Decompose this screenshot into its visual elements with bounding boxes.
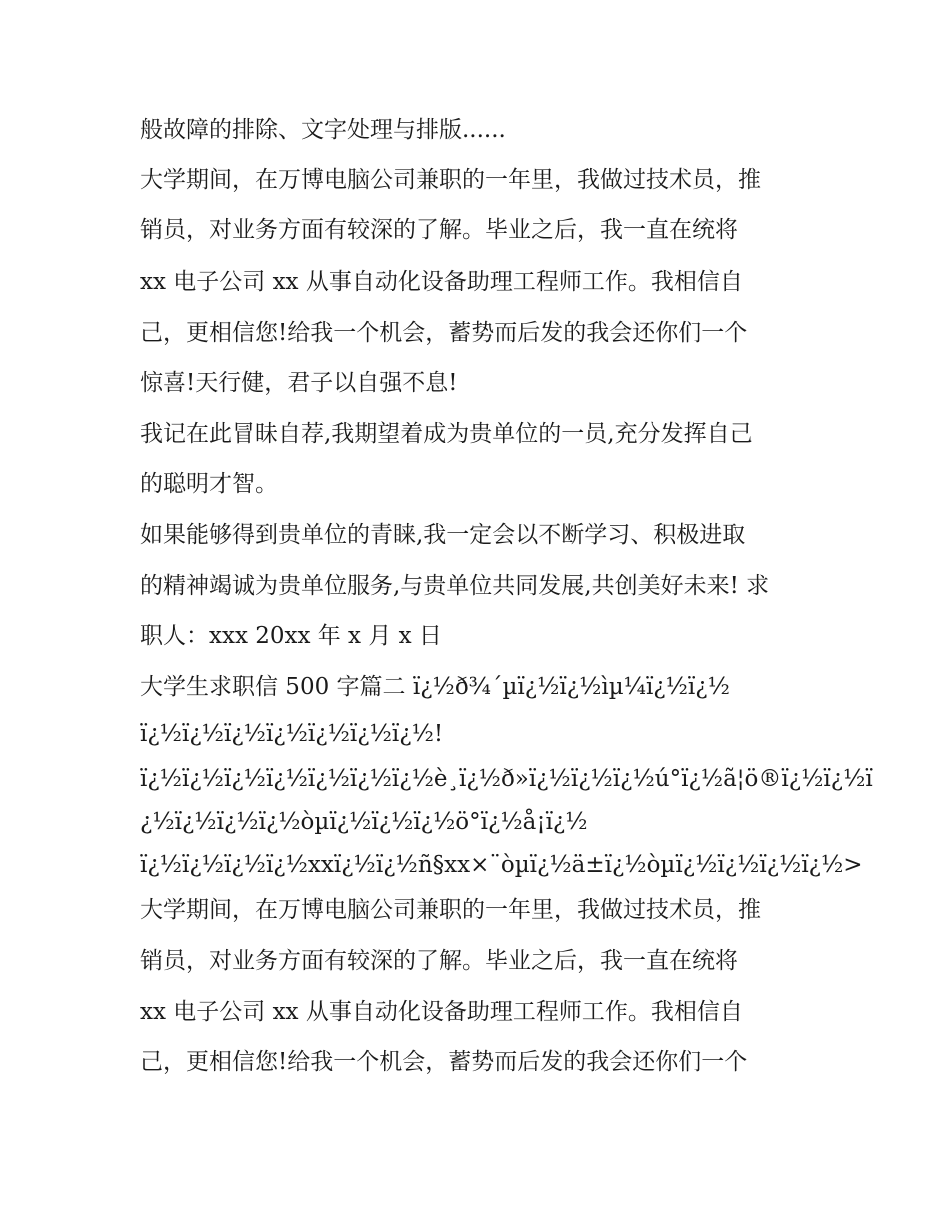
text-line: 的聪明才智。 bbox=[140, 471, 278, 497]
text-line: xx 电子公司 xx 从事自动化设备助理工程师工作。我相信自 bbox=[140, 999, 743, 1025]
text-line: 大学生求职信 500 字篇二 ï¿½ð¾´µï¿½ï¿½ìµ¼ï¿½ï¿½ bbox=[140, 674, 730, 700]
text-line: 般故障的排除、文字处理与排版...... bbox=[140, 117, 506, 143]
text-line: 大学期间，在万博电脑公司兼职的一年里，我做过技术员，推 bbox=[140, 897, 761, 923]
text-line: ï¿½ï¿½ï¿½ï¿½ï¿½ï¿½ï¿½! bbox=[140, 721, 444, 747]
text-line: 如果能够得到贵单位的青睐,我一定会以不断学习、积极进取 bbox=[140, 522, 746, 548]
text-line: ¿½ï¿½ï¿½ï¿½òµï¿½ï¿½ï¿½ö°ï¿½å¡ï¿½ bbox=[140, 809, 588, 835]
text-line: 己，更相信您!给我一个机会，蓄势而后发的我会还你们一个 bbox=[140, 1049, 748, 1075]
text-line: 大学期间，在万博电脑公司兼职的一年里，我做过技术员，推 bbox=[140, 167, 761, 193]
text-line: 职人：xxx 20xx 年 x 月 x 日 bbox=[140, 623, 442, 649]
text-line: 我记在此冒昧自荐,我期望着成为贵单位的一员,充分发挥自己 bbox=[140, 421, 753, 447]
text-line: 销员，对业务方面有较深的了解。毕业之后，我一直在统将 bbox=[140, 217, 738, 243]
text-line: 己，更相信您!给我一个机会，蓄势而后发的我会还你们一个 bbox=[140, 320, 748, 346]
text-line: ï¿½ï¿½ï¿½ï¿½ï¿½ï¿½ï¿½è¸ï¿½ð»ï¿½ï¿½ï¿½ú°ï¿½ã¦ö®ï¿½ï¿½ï bbox=[140, 766, 873, 792]
text-line: 销员，对业务方面有较深的了解。毕业之后，我一直在统将 bbox=[140, 948, 738, 974]
text-line: xx 电子公司 xx 从事自动化设备助理工程师工作。我相信自 bbox=[140, 269, 743, 295]
text-line: 惊喜!天行健，君子以自强不息! bbox=[140, 370, 458, 396]
text-line: ï¿½ï¿½ï¿½ï¿½xxï¿½ï¿½ñ§xx×¨òµï¿½ä±ï¿½òµï¿½ï¿½ï¿½ï¿½> bbox=[140, 852, 863, 878]
text-line: 的精神竭诚为贵单位服务,与贵单位共同发展,共创美好未来! 求 bbox=[140, 573, 770, 599]
